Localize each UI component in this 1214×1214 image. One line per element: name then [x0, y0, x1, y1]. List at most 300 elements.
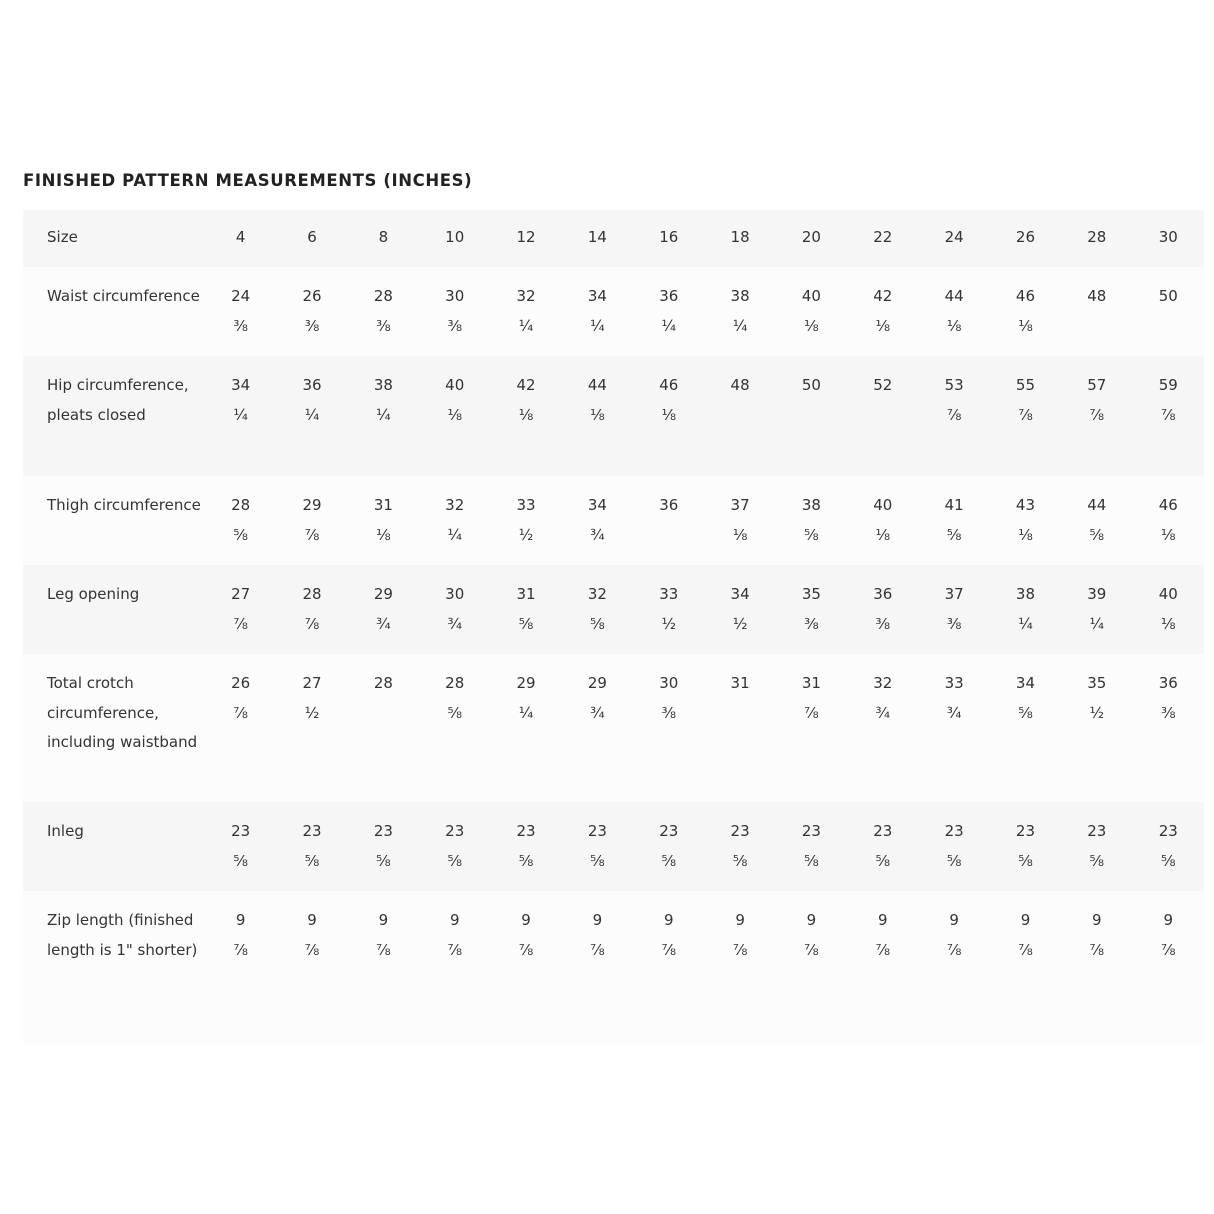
measurement-whole: 30 — [445, 287, 465, 305]
measurement-cell — [847, 891, 918, 1044]
measurement-whole: 46 — [659, 376, 679, 394]
measurement-cell — [419, 654, 490, 802]
measurement-cell — [419, 565, 490, 654]
measurement-whole: 34 — [231, 376, 251, 394]
measurement-whole: 33 — [516, 496, 536, 514]
measurement-fraction: ⅛ — [1160, 525, 1176, 544]
measurement-fraction: ⅝ — [233, 851, 248, 870]
size-header-cell: 4 — [235, 228, 246, 246]
measurement-fraction: ⅜ — [875, 614, 891, 633]
measurement-cell — [562, 476, 633, 565]
measurement-whole: 9 — [949, 911, 959, 929]
size-header-cell: 30 — [1158, 228, 1178, 246]
measurement-whole: 32 — [516, 287, 536, 305]
measurement-whole: 37 — [730, 496, 750, 514]
measurement-whole: 36 — [659, 496, 679, 514]
measurement-whole: 35 — [801, 585, 821, 603]
measurement-fraction: ¼ — [1018, 614, 1033, 633]
measurement-whole: 32 — [873, 674, 893, 692]
measurement-fraction: ⅞ — [233, 614, 248, 633]
measurement-cell — [918, 565, 989, 654]
measurement-fraction: ⅝ — [1018, 703, 1033, 722]
measurement-fraction: ¾ — [447, 614, 462, 633]
measurement-whole: 9 — [449, 911, 460, 929]
measurement-whole: 9 — [1020, 911, 1031, 929]
measurement-whole: 9 — [307, 911, 317, 929]
measurement-cell — [1132, 356, 1204, 476]
measurement-fraction: ¼ — [661, 316, 677, 335]
measurement-fraction: ⅜ — [376, 316, 391, 335]
measurement-whole: 40 — [445, 376, 465, 394]
measurement-cell — [490, 802, 561, 891]
measurement-fraction: ½ — [1089, 703, 1105, 722]
measurement-cell — [847, 476, 918, 565]
size-header-cell: 18 — [730, 228, 750, 246]
measurement-cell — [276, 802, 347, 891]
measurement-cell — [1132, 267, 1204, 356]
table-row — [23, 356, 1204, 476]
measurement-cell — [205, 654, 276, 802]
measurement-whole: 36 — [1158, 674, 1178, 692]
measurement-whole: 33 — [659, 585, 679, 603]
measurement-whole: 27 — [231, 585, 251, 603]
measurement-whole: 31 — [516, 585, 536, 603]
measurement-whole: 36 — [659, 287, 679, 305]
size-header-cell: 6 — [307, 228, 317, 246]
measurement-fraction: ⅛ — [804, 316, 819, 335]
measurement-whole: 9 — [735, 911, 745, 929]
measurement-whole: 30 — [659, 674, 679, 692]
size-header-cell: 12 — [516, 228, 536, 246]
measurement-cell — [704, 565, 775, 654]
measurement-whole: 42 — [873, 287, 893, 305]
measurement-cell — [990, 802, 1061, 891]
measurement-cell — [633, 476, 704, 565]
measurement-fraction: ⅞ — [1018, 405, 1033, 424]
measurement-whole: 34 — [730, 585, 750, 603]
measurement-fraction: ¼ — [518, 703, 534, 722]
measurement-fraction: ⅛ — [946, 316, 962, 335]
measurement-fraction: ⅛ — [447, 405, 462, 424]
measurement-cell — [419, 356, 490, 476]
measurement-whole: 40 — [873, 496, 893, 514]
measurement-fraction: ¼ — [233, 405, 248, 424]
measurement-fraction: ⅝ — [1089, 851, 1105, 870]
measurement-fraction: ⅝ — [1160, 851, 1176, 870]
row-label: Inleg — [47, 822, 84, 840]
measurement-fraction: ⅝ — [875, 851, 891, 870]
measurement-fraction: ⅝ — [946, 851, 962, 870]
measurement-cell — [419, 891, 490, 1044]
measurement-cell — [1061, 654, 1132, 802]
measurement-whole: 28 — [231, 496, 251, 514]
measurement-cell — [1061, 356, 1132, 476]
measurement-whole: 23 — [730, 822, 750, 840]
table-header-row — [23, 210, 1204, 267]
measurement-whole: 9 — [663, 911, 674, 929]
measurement-cell — [205, 356, 276, 476]
table-row — [23, 267, 1204, 356]
measurement-cell — [704, 356, 775, 476]
measurement-cell — [490, 356, 561, 476]
measurement-whole: 26 — [302, 287, 322, 305]
measurement-cell — [562, 356, 633, 476]
measurement-cell — [990, 565, 1061, 654]
measurement-cell — [918, 654, 989, 802]
row-label: Leg opening — [47, 585, 140, 603]
measurement-cell — [562, 267, 633, 356]
measurement-fraction: ¼ — [518, 316, 534, 335]
measurement-whole: 38 — [730, 287, 750, 305]
measurement-fraction: ⅞ — [1089, 405, 1105, 424]
measurement-fraction: ⅝ — [732, 851, 748, 870]
measurement-whole: 48 — [1087, 287, 1107, 305]
table-body — [23, 210, 1204, 1044]
measurement-whole: 46 — [1015, 287, 1036, 305]
measurement-cell — [633, 654, 704, 802]
measurement-whole: 23 — [587, 822, 607, 840]
measurement-fraction: ¼ — [447, 525, 462, 544]
measurement-whole: 55 — [1015, 376, 1036, 394]
measurement-fraction: ⅞ — [946, 405, 962, 424]
measurement-fraction: ⅝ — [804, 525, 819, 544]
measurement-fraction: ⅝ — [376, 851, 391, 870]
measurement-cell — [704, 802, 775, 891]
measurement-cell — [276, 356, 347, 476]
measurement-whole: 24 — [231, 287, 251, 305]
measurement-fraction: ⅛ — [875, 525, 891, 544]
measurement-cell — [1132, 802, 1204, 891]
measurement-fraction: ⅛ — [732, 525, 748, 544]
measurement-cell — [1061, 476, 1132, 565]
measurement-cell — [276, 891, 347, 1044]
measurement-cell — [990, 267, 1061, 356]
measurement-cell — [419, 802, 490, 891]
measurement-fraction: ⅝ — [518, 851, 534, 870]
measurement-whole: 9 — [806, 911, 817, 929]
measurement-whole: 9 — [521, 911, 531, 929]
measurement-whole: 23 — [302, 822, 322, 840]
size-header-cell: 22 — [873, 228, 893, 246]
measurement-whole: 29 — [516, 674, 536, 692]
measurement-cell — [276, 565, 347, 654]
size-header-cell: 14 — [587, 228, 607, 246]
row-label: Hip circumference, pleats closed — [47, 376, 189, 424]
measurement-fraction: ⅝ — [447, 851, 462, 870]
measurement-cell — [847, 802, 918, 891]
measurement-cell — [348, 654, 419, 802]
measurement-whole: 40 — [801, 287, 821, 305]
size-header-cell: 8 — [378, 228, 389, 246]
row-label: Total crotch circumference, including waistband — [47, 674, 198, 751]
measurement-cell — [205, 267, 276, 356]
measurement-fraction: ⅜ — [447, 316, 462, 335]
measurement-whole: 48 — [730, 376, 750, 394]
measurement-cell — [1061, 565, 1132, 654]
measurement-whole: 23 — [1158, 822, 1178, 840]
measurement-fraction: ⅞ — [376, 940, 391, 959]
measurement-cell — [776, 476, 847, 565]
measurement-whole: 31 — [373, 496, 393, 514]
measurement-whole: 30 — [445, 585, 465, 603]
measurement-fraction: ⅞ — [304, 940, 320, 959]
measurement-whole: 23 — [445, 822, 465, 840]
measurement-fraction: ⅞ — [661, 940, 677, 959]
measurements-table — [23, 210, 1204, 1044]
measurement-cell — [990, 654, 1061, 802]
measurement-whole: 23 — [1015, 822, 1036, 840]
measurement-cell — [1132, 891, 1204, 1044]
measurement-fraction: ⅝ — [946, 525, 962, 544]
measurement-fraction: ⅝ — [233, 525, 248, 544]
measurement-fraction: ½ — [732, 614, 748, 633]
measurement-cell — [490, 654, 561, 802]
measurement-fraction: ¼ — [1089, 614, 1105, 633]
measurement-fraction: ⅜ — [804, 614, 819, 633]
measurement-fraction: ⅝ — [304, 851, 320, 870]
measurement-cell — [776, 565, 847, 654]
measurement-whole: 50 — [801, 376, 821, 394]
measurement-fraction: ⅞ — [304, 614, 320, 633]
measurement-fraction: ⅝ — [1089, 525, 1105, 544]
measurement-whole: 29 — [373, 585, 393, 603]
measurement-cell — [918, 356, 989, 476]
row-label: Waist circumference — [47, 287, 200, 305]
measurement-whole: 31 — [801, 674, 821, 692]
table-row — [23, 654, 1204, 802]
measurement-whole: 38 — [373, 376, 393, 394]
measurement-cell — [918, 891, 989, 1044]
measurement-whole: 34 — [587, 496, 607, 514]
measurement-fraction: ⅝ — [804, 851, 819, 870]
measurement-fraction: ¾ — [590, 703, 605, 722]
measurement-cell — [990, 476, 1061, 565]
measurement-fraction: ⅜ — [304, 316, 320, 335]
measurement-cell — [918, 802, 989, 891]
measurement-cell — [633, 802, 704, 891]
measurement-whole: 32 — [587, 585, 607, 603]
measurement-whole: 34 — [587, 287, 607, 305]
measurement-whole: 38 — [801, 496, 821, 514]
measurement-fraction: ¼ — [304, 405, 320, 424]
size-header-cell: 26 — [1015, 228, 1036, 246]
measurement-cell — [490, 891, 561, 1044]
measurement-fraction: ⅞ — [1160, 940, 1176, 959]
measurement-cell — [847, 267, 918, 356]
measurement-fraction: ⅝ — [590, 614, 605, 633]
measurement-whole: 23 — [659, 822, 679, 840]
measurement-fraction: ⅛ — [590, 405, 605, 424]
measurement-fraction: ⅝ — [447, 703, 462, 722]
measurement-fraction: ⅞ — [518, 940, 534, 959]
measurement-whole: 23 — [1087, 822, 1107, 840]
measurement-cell — [348, 476, 419, 565]
measurement-cell — [633, 891, 704, 1044]
measurement-cell — [205, 476, 276, 565]
measurement-whole: 32 — [445, 496, 465, 514]
measurement-cell — [776, 891, 847, 1044]
measurement-fraction: ⅞ — [590, 940, 605, 959]
measurement-fraction: ¾ — [376, 614, 391, 633]
measurement-cell — [419, 476, 490, 565]
measurement-whole: 29 — [302, 496, 322, 514]
measurement-cell — [704, 476, 775, 565]
measurement-whole: 9 — [235, 911, 246, 929]
measurement-whole: 28 — [302, 585, 322, 603]
measurement-cell — [419, 267, 490, 356]
measurement-cell — [704, 891, 775, 1044]
measurement-cell — [990, 356, 1061, 476]
measurement-whole: 44 — [587, 376, 607, 394]
measurement-cell — [847, 356, 918, 476]
measurement-cell — [276, 267, 347, 356]
measurement-cell — [1061, 267, 1132, 356]
measurement-fraction: ⅜ — [661, 703, 677, 722]
measurement-cell — [918, 476, 989, 565]
row-label: Zip length (finished length is 1" shorter) — [47, 911, 198, 959]
measurement-cell — [562, 891, 633, 1044]
measurement-whole: 23 — [873, 822, 893, 840]
measurement-fraction: ⅞ — [875, 940, 891, 959]
measurement-fraction: ⅞ — [233, 940, 248, 959]
measurement-fraction: ⅝ — [590, 851, 605, 870]
measurement-whole: 43 — [1015, 496, 1036, 514]
measurement-whole: 23 — [944, 822, 964, 840]
measurement-fraction: ⅞ — [304, 525, 320, 544]
measurement-cell — [1132, 565, 1204, 654]
measurement-whole: 40 — [1158, 585, 1178, 603]
measurement-whole: 28 — [445, 674, 465, 692]
size-header-cell: 16 — [659, 228, 679, 246]
measurement-cell — [1132, 654, 1204, 802]
measurement-whole: 33 — [944, 674, 964, 692]
measurement-whole: 36 — [302, 376, 322, 394]
measurement-whole: 9 — [878, 911, 888, 929]
row-label: Size — [47, 228, 78, 246]
measurement-whole: 28 — [373, 287, 393, 305]
measurement-cell — [348, 267, 419, 356]
measurement-whole: 38 — [1015, 585, 1036, 603]
measurement-fraction: ⅞ — [804, 940, 819, 959]
measurement-cell — [776, 267, 847, 356]
measurement-fraction: ⅞ — [946, 940, 962, 959]
measurement-cell — [205, 565, 276, 654]
measurement-fraction: ⅛ — [1018, 525, 1033, 544]
measurement-fraction: ⅞ — [732, 940, 748, 959]
measurement-fraction: ⅜ — [233, 316, 248, 335]
measurement-cell — [633, 267, 704, 356]
measurement-fraction: ¼ — [376, 405, 391, 424]
measurement-whole: 23 — [516, 822, 536, 840]
measurement-whole: 31 — [730, 674, 750, 692]
measurement-cell — [990, 891, 1061, 1044]
measurement-whole: 23 — [231, 822, 251, 840]
measurement-cell — [348, 356, 419, 476]
measurement-fraction: ⅛ — [376, 525, 391, 544]
measurement-whole: 23 — [373, 822, 393, 840]
measurement-whole: 23 — [801, 822, 821, 840]
size-header-cell: 20 — [801, 228, 821, 246]
measurement-cell — [276, 654, 347, 802]
size-header-cell: 24 — [944, 228, 964, 246]
measurement-whole: 57 — [1087, 376, 1107, 394]
measurement-cell — [562, 654, 633, 802]
measurement-fraction: ½ — [518, 525, 534, 544]
measurement-cell — [348, 802, 419, 891]
measurement-whole: 37 — [944, 585, 964, 603]
measurement-whole: 41 — [944, 496, 964, 514]
measurement-fraction: ⅜ — [1160, 703, 1176, 722]
measurement-whole: 39 — [1087, 585, 1107, 603]
page-title: FINISHED PATTERN MEASUREMENTS (INCHES) — [23, 171, 473, 190]
measurement-fraction: ⅛ — [661, 405, 677, 424]
measurement-cell — [1061, 891, 1132, 1044]
measurement-cell — [776, 654, 847, 802]
measurement-whole: 50 — [1158, 287, 1178, 305]
measurement-whole: 53 — [944, 376, 964, 394]
measurement-cell — [776, 356, 847, 476]
measurement-fraction: ¾ — [946, 703, 962, 722]
measurement-fraction: ¾ — [590, 525, 605, 544]
measurement-fraction: ¾ — [875, 703, 891, 722]
measurement-fraction: ⅝ — [1018, 851, 1033, 870]
measurement-fraction: ⅛ — [1018, 316, 1033, 335]
measurement-whole: 28 — [373, 674, 393, 692]
measurement-cell — [490, 476, 561, 565]
measurement-cell — [704, 267, 775, 356]
measurement-cell — [348, 565, 419, 654]
measurement-cell — [776, 802, 847, 891]
measurement-whole: 9 — [378, 911, 389, 929]
measurement-fraction: ⅞ — [447, 940, 462, 959]
measurement-fraction: ⅜ — [946, 614, 962, 633]
measurement-cell — [1061, 802, 1132, 891]
measurement-cell — [847, 565, 918, 654]
measurement-cell — [1132, 476, 1204, 565]
measurement-cell — [847, 654, 918, 802]
measurement-cell — [562, 565, 633, 654]
measurement-whole: 36 — [873, 585, 893, 603]
measurement-fraction: ⅛ — [875, 316, 891, 335]
measurement-fraction: ⅞ — [1160, 405, 1176, 424]
measurement-cell — [704, 654, 775, 802]
measurement-cell — [633, 356, 704, 476]
measurement-fraction: ⅝ — [518, 614, 534, 633]
table-row — [23, 802, 1204, 891]
measurement-whole: 26 — [231, 674, 251, 692]
measurement-whole: 9 — [1092, 911, 1102, 929]
size-header-cell: 10 — [445, 228, 465, 246]
measurement-cell — [205, 891, 276, 1044]
measurement-whole: 52 — [873, 376, 893, 394]
measurement-cell — [562, 802, 633, 891]
measurement-fraction: ½ — [304, 703, 320, 722]
measurement-fraction: ¼ — [732, 316, 748, 335]
measurement-cell — [348, 891, 419, 1044]
measurement-whole: 29 — [587, 674, 607, 692]
measurement-fraction: ⅞ — [804, 703, 819, 722]
table-row — [23, 476, 1204, 565]
measurement-fraction: ¼ — [590, 316, 605, 335]
measurement-fraction: ⅞ — [1018, 940, 1033, 959]
measurement-whole: 59 — [1158, 376, 1178, 394]
row-label: Thigh circumference — [47, 496, 201, 514]
measurement-whole: 27 — [302, 674, 322, 692]
measurement-fraction: ⅛ — [1160, 614, 1176, 633]
measurement-whole: 44 — [944, 287, 964, 305]
measurement-whole: 34 — [1015, 674, 1036, 692]
measurement-whole: 9 — [1163, 911, 1174, 929]
